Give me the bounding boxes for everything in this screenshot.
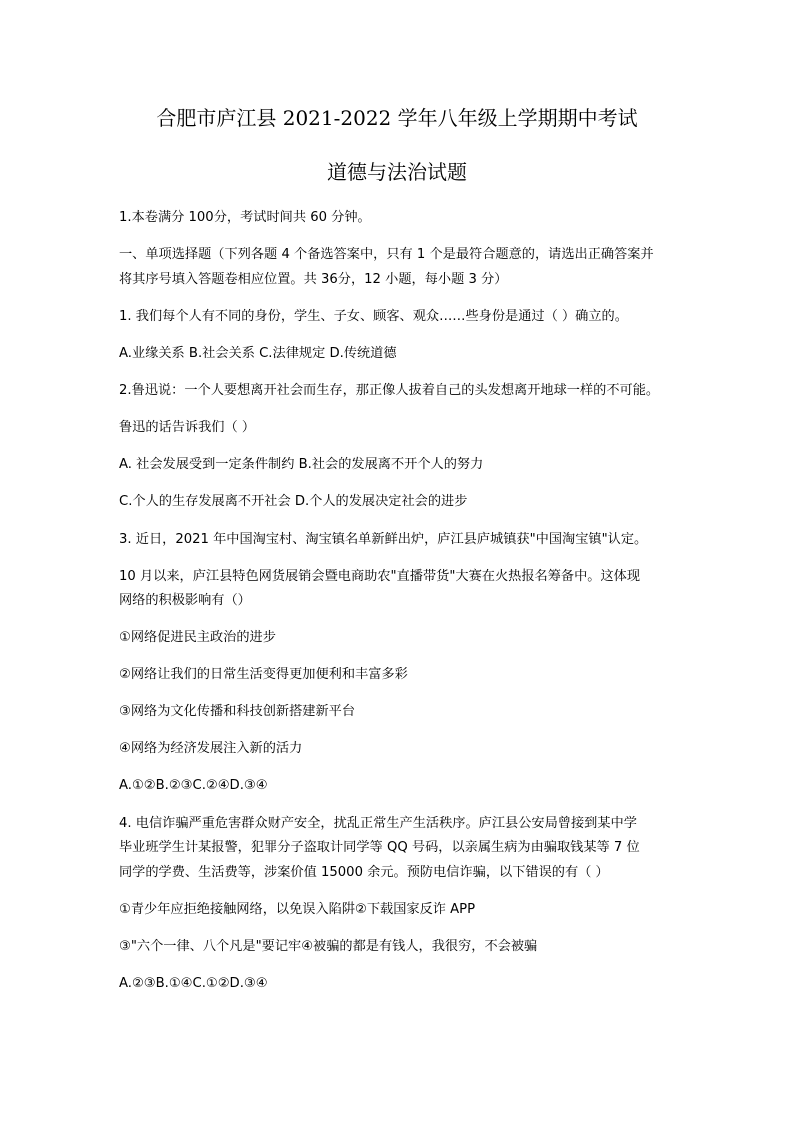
q3-item-4: ④网络为经济发展注入新的活力 [119, 741, 303, 756]
q3-item-1: ①网络促进民主政治的进步 [119, 630, 276, 645]
q4-stem-line3: 同学的学费、生活费等，涉案价值 15000 余元。预防电信诈骗，以下错误的有（ ） [119, 865, 609, 880]
section-heading-line2: 将其序号填入答题卷相应位置。共 36分，12 小题，每小题 3 分） [119, 272, 508, 287]
q4-items-line1: ①青少年应拒绝接触网络，以免误入陷阱②下载国家反诈 APP [119, 902, 476, 917]
q3-stem-line1: 3. 近日，2021 年中国淘宝村、淘宝镇名单新鲜出炉，庐江县庐城镇获"中国淘宝镇"认定。 [119, 532, 648, 547]
exam-title: 合肥市庐江县 2021-2022 学年八年级上学期期中考试 [156, 106, 638, 130]
q4-stem-line2: 毕业班学生计某报警，犯罪分子盗取计同学等 QQ 号码，以亲属生病为由骗取钱某等 7 位 [119, 840, 640, 855]
q4-items-line2: ③"六个一律、八个凡是"要记牢④被骗的都是有钱人，我很穷，不会被骗 [119, 939, 538, 954]
section-heading-line1: 一、单项选择题（下列各题 4 个备选答案中，只有 1 个是最符合题意的，请选出正确答案并 [119, 247, 654, 262]
q3-item-3: ③网络为文化传播和科技创新搭建新平台 [119, 704, 356, 719]
exam-subtitle: 道德与法治试题 [327, 160, 467, 184]
q2-stem-line1: 2.鲁迅说：一个人要想离开社会而生存，那正像人拔着自己的头发想离开地球一样的不可能。 [119, 383, 660, 398]
q3-options: A.①②B.②③C.②④D.③④ [119, 778, 268, 793]
exam-note: 1.本卷满分 100分，考试时间共 60 分钟。 [119, 210, 371, 225]
q2-options-line1: A. 社会发展受到一定条件制约 B.社会的发展离不开个人的努力 [119, 457, 484, 472]
q1-stem: 1. 我们每个人有不同的身份，学生、子女、顾客、观众……些身份是通过（ ）确立的。 [119, 309, 628, 324]
q4-stem-line1: 4. 电信诈骗严重危害群众财产安全，扰乱正常生产生活秩序。庐江县公安局曾接到某中学 [119, 816, 637, 831]
q4-options: A.②③B.①④C.①②D.③④ [119, 976, 268, 991]
q3-stem-line3: 网络的积极影响有（） [119, 593, 251, 608]
q2-options-line2: C.个人的生存发展离不开社会 D.个人的发展决定社会的进步 [119, 494, 468, 509]
q3-stem-line2: 10 月以来，庐江县特色网货展销会暨电商助农"直播带货"大赛在火热报名筹备中。这体现 [119, 569, 641, 584]
q3-item-2: ②网络让我们的日常生活变得更加便利和丰富多彩 [119, 667, 408, 682]
q1-options: A.业缘关系 B.社会关系 C.法律规定 D.传统道德 [119, 346, 397, 361]
q2-stem-line2: 鲁迅的话告诉我们（ ） [119, 420, 256, 435]
